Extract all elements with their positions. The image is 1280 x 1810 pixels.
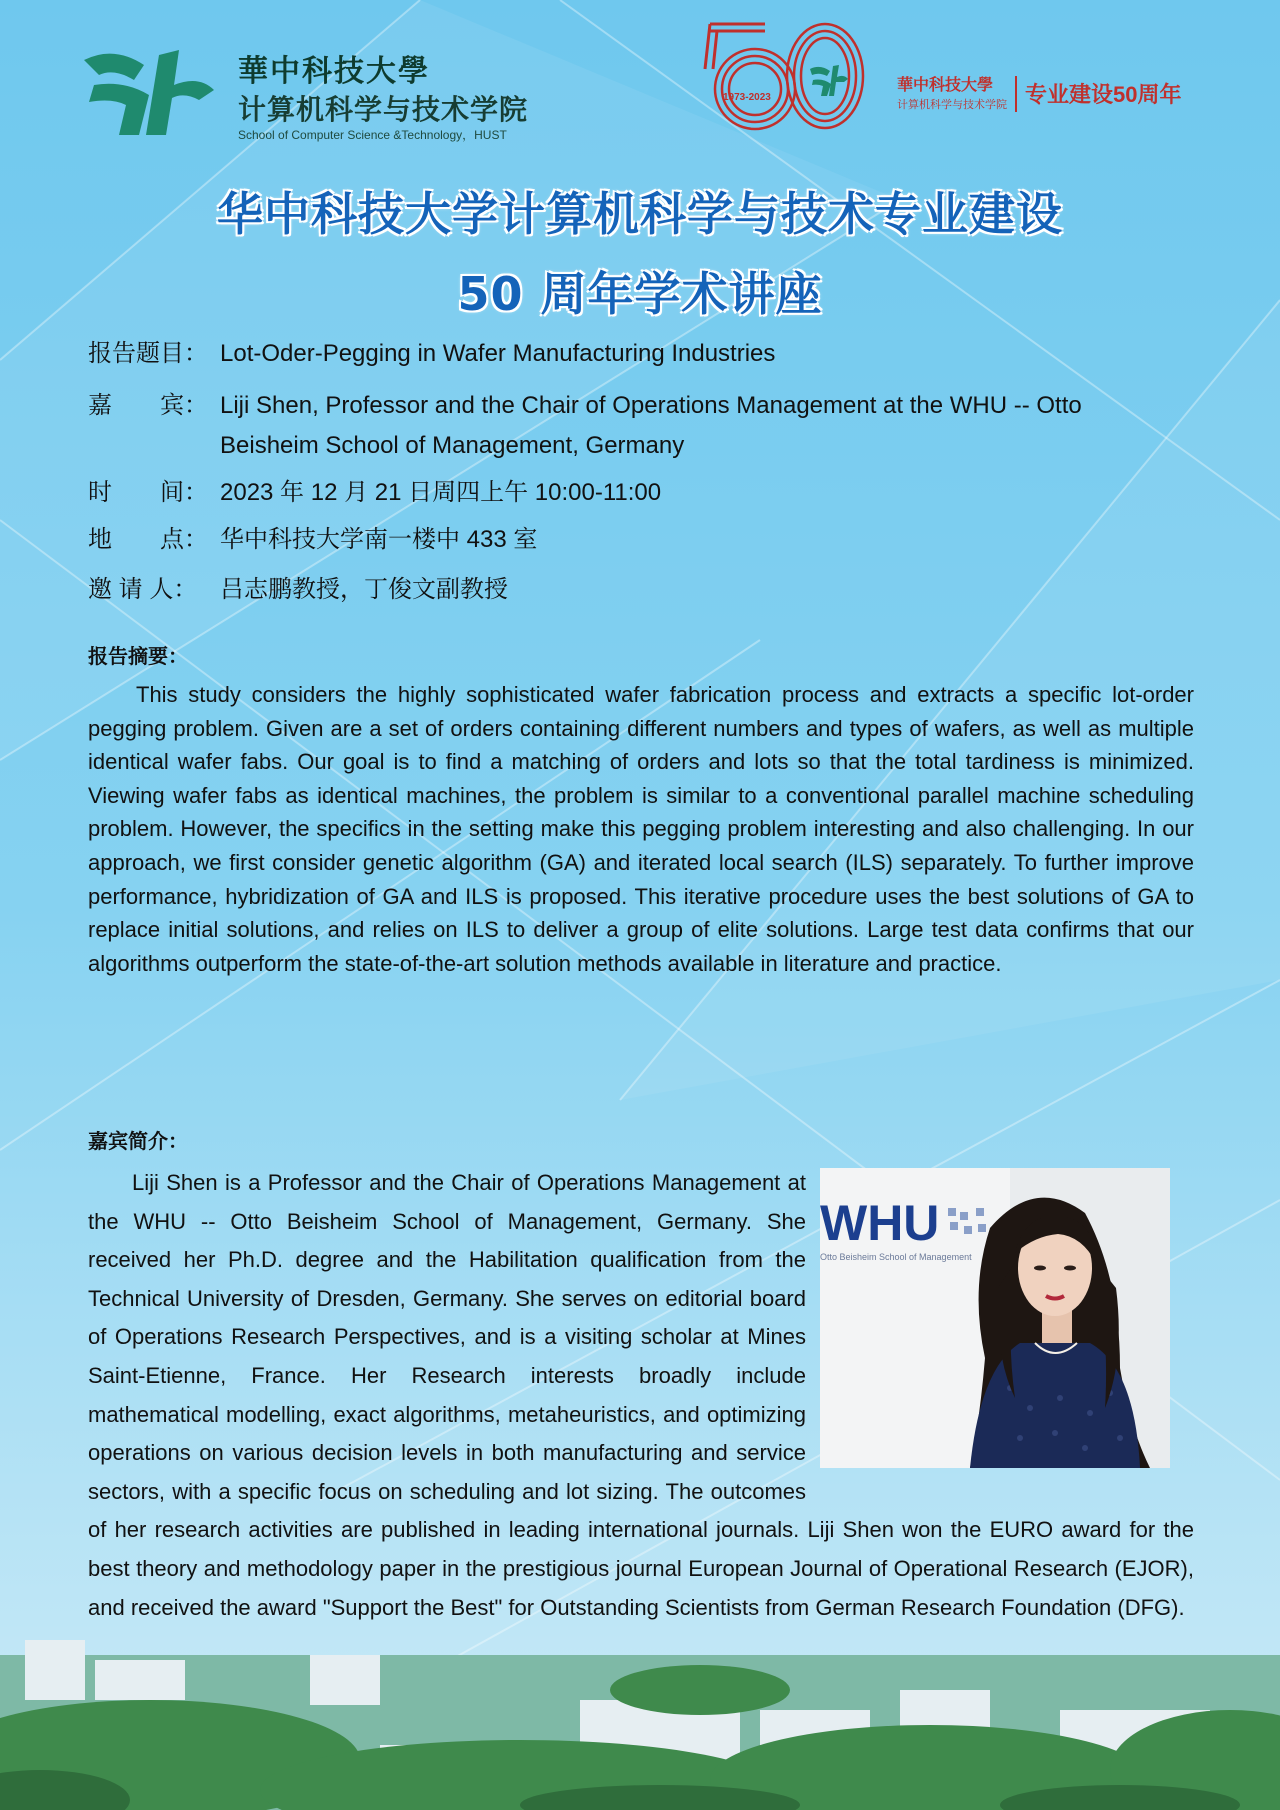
anniversary-years: 1973-2023 — [723, 92, 771, 103]
info-place-label: 地 点： — [88, 526, 208, 553]
info-topic-label: 报告题目： — [88, 340, 208, 367]
bio-heading: 嘉宾简介： — [88, 1131, 188, 1153]
poster-title-line1: 华中科技大学计算机科学与技术专业建设 — [217, 187, 1063, 241]
info-guest-label: 嘉 宾： — [88, 392, 208, 419]
info-time-label: 时 间： — [88, 479, 208, 506]
abstract-text: This study considers the highly sophisticated wafer fabrication process and extracts a specific lot-order pegging problem. Given are a set of orders containing different numbers and types of wafers, as well as multiple identical wafer fabs. Our goal is to find a matching of orders and lots so that the total tardiness is minimized. Viewing wafer fabs as identical machines, the problem is similar to a conventional parallel machine scheduling problem. However, the specifics in the setting make this pegging problem interesting and also challenging. In our approach, we first consider genetic algorithm (GA) and iterated local search (ILS) separately. To further improve performance, hybridization of GA and ILS is proposed. This iterative procedure uses the best solutions of GA to replace initial solutions, and relies on ILS to deliver a group of elite solutions. Large test data confirms that our algorithms outperform the state-of-the-art solution methods available in literature and practice. — [88, 682, 1194, 976]
school-logo-mark — [74, 40, 224, 140]
info-inviter-label: 邀 请 人： — [88, 576, 198, 603]
info-guest — [88, 390, 1208, 422]
whu-sign-sub: Otto Beisheim School of Management — [820, 1252, 972, 1262]
abstract-heading: 报告摘要： — [88, 646, 188, 668]
info-topic-value: Lot-Oder-Pegging in Wafer Manufacturing Industries — [220, 340, 776, 367]
fifty-emblem — [695, 14, 870, 134]
info-time-value: 2023 年 12 月 21 日周四上午 10:00-11:00 — [220, 479, 662, 506]
anniversary-school-cn: 计算机科学与技术学院 — [897, 99, 1007, 111]
info-inviter-value: 吕志鹏教授，丁俊文副教授 — [220, 576, 508, 603]
info-guest-line2: Beisheim School of Management, Germany — [220, 432, 685, 459]
bio-text: Liji Shen is a Professor and the Chair of Operations Management at the WHU -- Otto Beisheim School of Management, Germany. She received her Ph.D. degree and the Habilitation qualification from the Technical University of Dresden, Germany. She serves on editorial board of Operations Research Perspectives, and is a visiting scholar at Mines Saint-Etienne, France. Her Research interests broadly include mathematical modelling, exact algorithms, metaheuristics, and optimizing operations on various decision levels in both manufacturing and service sectors, with a specific focus on scheduling and lot sizing. The outcomes of her research activities are published in leading international journals. Liji Shen won the EURO award for the best theory and methodology paper in the prestigious journal European Journal of Operational Research (EJOR), and received the award "Support the Best" for Outstanding Scientists from German Research Foundation (DFG). — [88, 1170, 1194, 1620]
info-place-value: 华中科技大学南一楼中 433 室 — [220, 526, 538, 553]
school-name-en: School of Computer Science &Technology，HUST — [238, 128, 507, 142]
info-time — [88, 477, 1208, 509]
info-inviter — [88, 574, 1208, 606]
speaker-photo — [820, 1168, 1170, 1468]
info-topic — [88, 338, 1208, 370]
anniversary-divider — [1015, 76, 1017, 112]
university-name-cn: 華中科技大學 — [238, 54, 430, 89]
anniversary-logo — [695, 14, 1215, 134]
anniversary-university-cn: 華中科技大學 — [897, 75, 994, 94]
speaker-portrait — [820, 1168, 1170, 1468]
info-place — [88, 524, 1208, 556]
poster-title-line2: 50 周年学术讲座 — [457, 267, 823, 321]
school-name-cn: 计算机科学与技术学院 — [238, 94, 529, 125]
whu-sign: WHU — [820, 1195, 940, 1251]
anniversary-label: 专业建设50周年 — [1025, 82, 1182, 107]
info-guest-value: Liji Shen, Professor and the Chair of Operations Management at the WHU -- Otto — [220, 392, 1082, 419]
school-logo — [74, 40, 564, 150]
